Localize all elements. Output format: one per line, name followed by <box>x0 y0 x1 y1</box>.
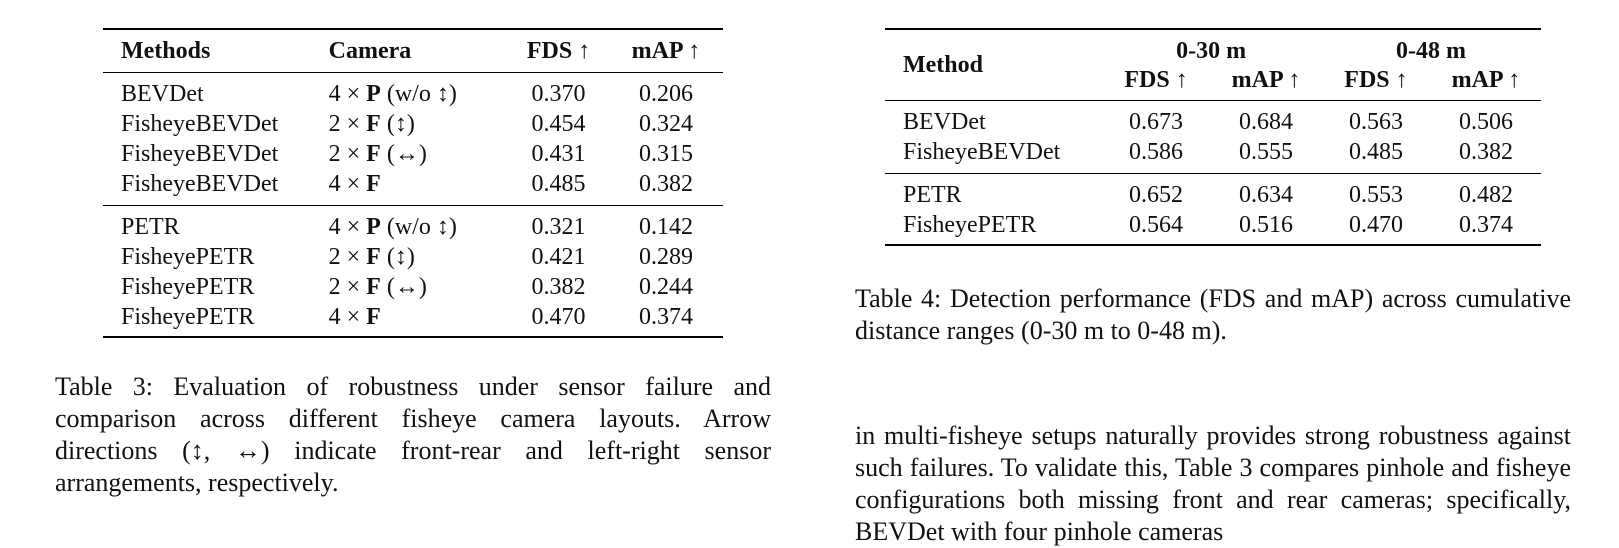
method-cell: FisheyePETR <box>121 274 255 300</box>
method-cell: BEVDet <box>903 109 986 135</box>
method-cell: FisheyePETR <box>121 244 255 270</box>
value-cell: 0.555 <box>1211 137 1321 174</box>
method-cell: PETR <box>903 182 962 208</box>
table-row <box>103 302 723 337</box>
table-3 <box>103 28 723 338</box>
body-paragraph: in multi-fisheye setups naturally provides strong robustness against such failures. To validate this, Table 3 compares pinhole and fisheye configurations both missing front and rear cameras; specifically, BEVDet with four pinhole cameras <box>855 421 1571 546</box>
camera-cell: 4 × F <box>329 169 509 206</box>
method-cell: FisheyeBEVDet <box>121 111 279 137</box>
value-cell: 0.482 <box>1458 182 1513 208</box>
value-cell: 0.673 <box>1129 109 1184 135</box>
value-cell: 0.374 <box>1458 212 1513 238</box>
map-cell: 0.374 <box>638 304 693 330</box>
header-range-0-48: 0-48 m <box>1396 38 1466 64</box>
camera-cell: 4 × P (w/o ↕) <box>328 214 457 240</box>
camera-cell: 2 × F (↕) <box>328 244 415 270</box>
value-cell: 0.586 <box>1101 137 1211 174</box>
map-cell: 0.244 <box>638 274 693 300</box>
value-cell: 0.506 <box>1458 109 1513 135</box>
table-4 <box>885 28 1541 246</box>
value-cell: 0.485 <box>1321 137 1431 174</box>
fds-cell: 0.370 <box>531 81 586 107</box>
fds-cell: 0.431 <box>531 141 586 167</box>
value-cell: 0.470 <box>1348 212 1403 238</box>
table-row <box>103 73 723 110</box>
header-method: Method <box>885 29 1101 101</box>
header-map-30: mAP ↑ <box>1211 66 1321 101</box>
method-cell: PETR <box>121 214 180 240</box>
table-row <box>103 109 723 139</box>
value-cell: 0.652 <box>1129 182 1184 208</box>
camera-cell: 2 × F (↔) <box>328 274 427 300</box>
fds-cell: 0.485 <box>508 169 609 206</box>
method-cell: FisheyeBEVDet <box>121 141 279 167</box>
camera-cell: 4 × P (w/o ↕) <box>328 81 457 107</box>
table-3-group-bevdet <box>103 73 723 206</box>
map-cell: 0.382 <box>609 169 723 206</box>
method-cell: FisheyePETR <box>121 304 255 330</box>
map-cell: 0.289 <box>638 244 693 270</box>
map-cell: 0.324 <box>638 111 693 137</box>
table-4-header-row-ranges <box>885 29 1541 66</box>
value-cell: 0.382 <box>1431 137 1541 174</box>
fds-cell: 0.470 <box>531 304 586 330</box>
header-methods: Methods <box>103 29 329 73</box>
map-cell: 0.206 <box>638 81 693 107</box>
header-camera: Camera <box>329 29 509 73</box>
camera-cell: 2 × F (↕) <box>328 111 415 137</box>
table-row <box>885 101 1541 138</box>
map-cell: 0.315 <box>638 141 693 167</box>
table-row <box>885 174 1541 211</box>
header-fds: FDS ↑ <box>508 29 609 73</box>
method-cell: BEVDet <box>121 81 204 107</box>
table-3-header-row <box>103 29 723 73</box>
fds-cell: 0.454 <box>531 111 586 137</box>
table-3-group-petr <box>103 206 723 338</box>
table-row <box>103 272 723 302</box>
camera-cell: 2 × F (↔) <box>328 141 427 167</box>
table-row <box>885 137 1541 174</box>
camera-cell: 4 × F <box>328 304 381 330</box>
method-cell: FisheyeBEVDet <box>103 169 329 206</box>
fds-cell: 0.321 <box>531 214 586 240</box>
table-row <box>885 210 1541 245</box>
value-cell: 0.564 <box>1129 212 1184 238</box>
header-fds-48: FDS ↑ <box>1321 66 1431 101</box>
table-4-group-petr <box>885 174 1541 246</box>
header-map-48: mAP ↑ <box>1431 66 1541 101</box>
map-cell: 0.142 <box>638 214 693 240</box>
table-row <box>103 169 723 206</box>
value-cell: 0.684 <box>1238 109 1293 135</box>
method-cell: FisheyeBEVDet <box>885 137 1101 174</box>
fds-cell: 0.382 <box>531 274 586 300</box>
header-range-0-30: 0-30 m <box>1176 38 1247 64</box>
header-fds-30: FDS ↑ <box>1101 66 1211 101</box>
table-row <box>103 242 723 272</box>
table-4-group-bevdet <box>885 101 1541 174</box>
value-cell: 0.563 <box>1348 109 1403 135</box>
table-4-caption: Table 4: Detection performance (FDS and mAP) across cumulative distance ranges (0-30 m to 0-48 m). <box>855 284 1571 345</box>
value-cell: 0.634 <box>1238 182 1293 208</box>
method-cell: FisheyePETR <box>903 212 1037 238</box>
header-map: mAP ↑ <box>609 29 723 73</box>
value-cell: 0.516 <box>1238 212 1293 238</box>
table-row <box>103 206 723 243</box>
table-3-caption: Table 3: Evaluation of robustness under sensor failure and comparison across different fisheye camera layouts. Arrow directions (↕, ↔) indicate front-rear and left-right sensor arrangements, respectively. <box>55 372 771 497</box>
fds-cell: 0.421 <box>531 244 586 270</box>
value-cell: 0.553 <box>1348 182 1403 208</box>
table-row <box>103 139 723 169</box>
